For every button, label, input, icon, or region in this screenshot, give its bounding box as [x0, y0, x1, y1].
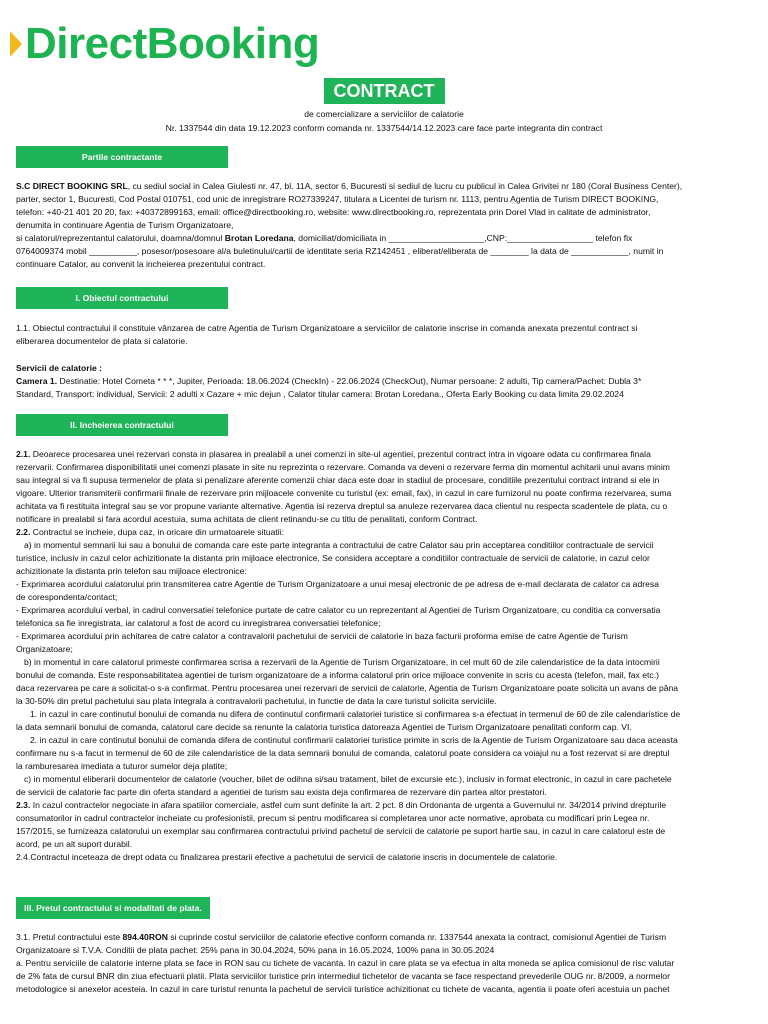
parties-line: , cu sediul social in Calea Giulesti nr. 47, bl. 11A, sector 6, Bucuresti si sediul de lucru cu publicul in Calea Grivitei nr 180 (Coral Business Center), [127, 181, 683, 191]
clause-text: 157/2015, se furnizeaza calatorului un exemplar sau confirmarea contractului privind pachetul de servicii de calatorie pe suport hartie sau, in cazul in care calatorul este de [16, 826, 666, 836]
room-details: Standard, Transport: individual, Servicii: 2 adulti x Cazare + mic dejun , Calator titular camera: Brotan Loredana., Oferta Early Booking cu data limita 29.02.2024 [16, 389, 624, 399]
parties-line: si calatorul/reprezentantul calatorului, doamna/domnul [16, 233, 225, 243]
clause-text: confirmare nu s-a facut in termenul de 60 de zile calendaristice de la data semnarii bonului de comanda, calatorul poate considera ca voiajul nu a fost rezervat si are dreptul [16, 748, 670, 758]
clause-text: achitata va fi restituita integral sau se vor propune variante alternative. Agentia isi rezerva dreptul sa anuleze rezervarea daca clientul nu respecta scadentele de plata, cu o [16, 501, 668, 511]
clause-text: bonului de comanda. Este responsabilitatea agentiei de turism organizatoare de a informa calatorul prin orice mijloace convenite in scris cu acesta (telefon, mail, fax etc.) [16, 670, 659, 680]
clause-number: 2.2. [16, 527, 31, 537]
parties-line: parter, sector 1, Bucuresti, Cod Postal 010751, cod unic de inregistrare RO27339247, titulara a Licentei de turism nr. 1113, pentru Agentia de Turism DIRECT BOOKING, [16, 194, 659, 204]
room-label: Camera 1. [16, 376, 58, 386]
clause-text: - Exprimarea acordului verbal, in cadrul conversatiei telefonice purtate de catre calator cu un reprezentant al Agentiei de Turism Organizatoare, cu conditia ca conversatia [16, 605, 661, 615]
section-conclusion: II. Incheierea contractului [16, 414, 228, 436]
clause-text: 2. in cazul in care continutul bonului de comanda difera de continutul confirmarii calatoriei turistice primite in scris de la Agentie de Turism Organizatoare sau daca aceasta [30, 735, 678, 745]
clause-text: rezervarii. Confirmarea disponibilitatii unei comenzi plasate in site nu reprezinta o rezervare. Comanda va deveni o rezervare ferma din momentul achitarii unui avans minim [16, 462, 670, 472]
clause-number: 2.1. [16, 449, 31, 459]
clause-text: la ramburesarea imediata a tuturor sumelor deja platite; [16, 761, 228, 771]
object-paragraph: eliberarea documentelor de plata si calatorie. [16, 336, 188, 346]
contract-subtitle: de comercializare a serviciilor de calatorie [304, 109, 464, 119]
clause-text: Contractul se incheie, dupa caz, in oricare din urmatoarele situatii: [30, 527, 284, 537]
parties-line: telefon: +40-21 401 20 20, fax: +40372899163, email: office@directbooking.ro, website: www.directbooking.ro, reprezentata prin Dorel Vlad in calitate de administrator, [16, 207, 651, 217]
clause-text: - Exprimarea acordului calatorului prin transmiterea catre Agentie de Turism Organizatoare a unui mesaj electronic de pe adresa de e-mail declarata de calator ca adresa [16, 579, 659, 589]
parties-line: continuare Catalor, au convenit la incheierea prezentului contract. [16, 259, 266, 269]
conclusion-text [16, 448, 716, 864]
section-price: III. Pretul contractului si modalitati de plata. [16, 897, 210, 919]
clause-text: 3.1. Pretul contractului este [16, 932, 123, 942]
contract-number: Nr. 1337544 din data 19.12.2023 conform comanda nr. 1337544/14.12.2023 care face parte integranta din contract [165, 123, 603, 133]
clause-number: 2.3. [16, 800, 31, 810]
clause-text: b) in momentul in care calatorul primeste confirmarea scrisa a rezervarii de la Agentie de Turism Organizatoare, in cel mult 60 de zile calendaristice de la data intocmirii [24, 657, 660, 667]
clause-text: turistice, inclusiv in cazul celor achizitionate la distanta prin mijloace electronice. Se considera acceptare a conditiilor contractuale de servicii de calatorie, in cazul celor [16, 553, 650, 563]
clause-text: - Exprimarea acordului prin achitarea de catre calator a contravalorii pachetului de servicii de calatorie in baza facturii proforma emise de catre Agentie de Turism [16, 631, 628, 641]
clause-text: notificare in prealabil si fara acordul acestuia, suma achitata de client retinandu-se cu titlu de penalitati, conform Contract. [16, 514, 478, 524]
parties-line: 0764009374 mobil __________, posesor/posesoare al/a buletinului/cartii de identitate seria RZ142451 , eliberat/eliberata de ________ la data de ____________, numit in [16, 246, 664, 256]
parties-line: denumita in continuare Agentia de Turism Organizatoare, [16, 220, 234, 230]
parties-text [16, 180, 716, 271]
clause-text: la data semnarii bonului de comanda, calatorul care decide sa renunte la calatoria turistica datoreaza Agentiei de Turism Organizatoare penalitati conform cap. VI. [16, 722, 632, 732]
logo-arrow-icon [8, 27, 24, 61]
company-name: S.C DIRECT BOOKING SRL [16, 181, 128, 191]
object-paragraph: 1.1. Obiectul contractului il constituie vânzarea de catre Agentia de Turism Organizatoare a serviciilor de calatorie inscrise in comanda anexata prezentul contract si [16, 323, 638, 333]
clause-text: acord, pe un alt suport durabil. [16, 839, 133, 849]
clause-text: sau integral si va fi supusa termenelor de plata si penalizare aferente comenzii chiar daca este doar in stadiul de procesare, conditiile prezentului contract intrand si ele in [16, 475, 660, 485]
section-object: I. Obiectul contractului [16, 287, 228, 309]
clause-text: Deoarece procesarea unei rezervari consta in plasarea in prealabil a unei comenzi in site-ul agentiei, prezentul contract intra in vigoare odata cu confirmarea finala [30, 449, 651, 459]
directbooking-logo [8, 18, 319, 70]
clause-text: 1. in cazul in care continutul bonului de comanda nu difera de continutul confirmarii calatoriei turistice si confirmarea s-a efectuat in termenul de 60 de zile calendaristice de [30, 709, 681, 719]
section-parties: Partile contractante [16, 146, 228, 168]
clause-text: consumatorilor in cadrul contractelor incheiate cu profesionistii, precum si pentru modificarea si completarea unor acte normative, aprobata cu modificari prin Legea nr. [16, 813, 650, 823]
clause-text: 2.4.Contractul inceteaza de drept odata cu finalizarea prestarii efective a pachetului de servicii de calatorie inscris in documentele de calatorie. [16, 852, 558, 862]
clause-text: de 2% fata de cursul BNR din ziua efectuarii platii. Plata serviciilor turistice prin intermediul tichetelor de vacanta se face respectand prevederile OUG nr. 8/2009, a normelor [16, 971, 670, 981]
parties-line: , domiciliat/domiciliata in ____________________,CNP:__________________ telefon fix [293, 233, 633, 243]
room-details: Destinatie: Hotel Cometa * * *, Jupiter, Perioada: 18.06.2024 (CheckIn) - 22.06.2024 (CheckOut), Numar persoane: 2 adulti, Tip camera/Pachet: Dubla 3* [57, 376, 642, 386]
services-block [16, 362, 716, 401]
client-name: Brotan Loredana [224, 233, 294, 243]
clause-text: vigoare. Ulterior transmiterii confirmarii finale de rezervare prin mijloacele convenite cu turistul (ex: email, fax), in cazul in care furnizorul nu poate confirma rezervarea, suma [16, 488, 672, 498]
clause-text: a) in momentul semnarii lui sau a bonului de comanda care este parte integranta a contractului de catre Calator sau prin acceptarea conditiilor contractuale de servicii [24, 540, 654, 550]
clause-text: Organizatoare si T.V.A. Conditii de plata pachet: 25% pana in 30.04.2024, 50% pana in 16.05.2024, 100% pana in 30.05.2024 [16, 945, 495, 955]
services-label: Servicii de calatorie : [16, 363, 102, 373]
clause-text: Organizatoare; [16, 644, 73, 654]
clause-text: a. Pentru serviciile de calatorie interne plata se face in RON sau cu tichete de vacanta. In cazul in care plata se va efectua in alta moneda se aplica comisionul de risc valutar [16, 958, 675, 968]
clause-text: c) in momentul eliberarii documentelor de calatorie (voucher, bilet de odihna si/sau tratament, bilet de excursie etc.), inclusiv in format electronic, in cazul in care pachetele [24, 774, 672, 784]
clause-text: daca rezervarea pe care a solicitat-o s-a confirmat. Pentru procesarea unei rezervari de servicii de calatorie, Agentia de Turism Organizatoare poate solicita un avans de pâna [16, 683, 679, 693]
clause-text: la 30-50% din pretul pachetului sau plata integrala a contravalorii pachetului, in functie de data la care turistul solicita serviciile. [16, 696, 497, 706]
clause-text: de corespondenta/contact; [16, 592, 118, 602]
clause-text: In cazul contractelor negociate in afara spatiilor comerciale, astfel cum sunt definite la art. 2 pct. 8 din Ordonanta de urgenta a Guvernului nr. 34/2014 privind drepturile [30, 800, 667, 810]
contract-amount: 894.40RON [122, 932, 168, 942]
price-text [16, 931, 716, 996]
clause-text: metodologice si anexelor acesteia. In cazul in care turistul renunta la pachetul de servicii turistice achizitionat cu tichete de vacanta, agentia ii poate oferi acestuia un pachet [16, 984, 670, 994]
object-text [16, 322, 716, 348]
clause-text: si cuprinde costul serviciilor de calatorie efective conform comanda nr. 1337544 anexata la contract, comisionul Agentiei de Turism [167, 932, 667, 942]
contract-title: CONTRACT [324, 78, 445, 104]
logo-text: DirectBooking [25, 19, 320, 68]
contract-title-wrap [0, 78, 768, 104]
clause-text: telefonica sa fie inregistrata, iar calatorul a fost de acord cu inregistrarea conversatiei telefonice; [16, 618, 381, 628]
clause-text: de servicii de calatorie fac parte din oferta standard a agentiei de turism sau exista deja confirmarea de rezervare din partea altor prestatori. [16, 787, 547, 797]
clause-text: achizitionate la distanta prin telefon sau mijloace electronice: [16, 566, 247, 576]
